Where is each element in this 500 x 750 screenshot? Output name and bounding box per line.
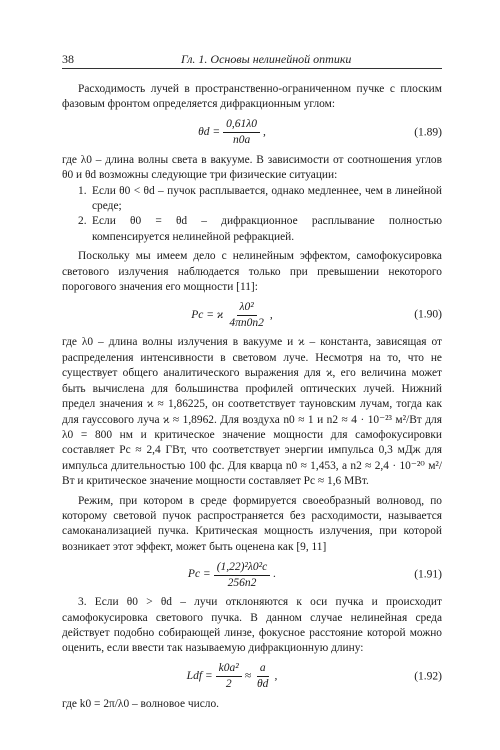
equation-fraction [254,662,271,691]
fraction-denominator: 4πn0n2 [229,316,264,329]
list-item [62,214,442,245]
equation-lhs: θd = [198,126,221,139]
equation-fraction [223,118,260,147]
equation-number: (1.91) [414,568,442,581]
equation-formula [62,657,402,697]
list-text: Если θ0 = θd – дифракционное расплывание полностью компенсируется нелинейной рефракцией. [92,215,442,243]
equation-lhs: Pc = ϰ [191,308,224,321]
equation-fraction [214,561,271,590]
list-marker: 2. [78,215,87,228]
fraction-denominator: θd [257,678,269,691]
fraction-numerator: k0a² [216,662,242,677]
paragraph-intro: Расходимость лучей в пространственно-ограниченном пучке с плоским фазовым фронтом определяется дифракционным углом: [62,83,442,111]
paragraph-case-3: 3. Если θ0 > θd – лучи отклоняются к оси пучка и происходит самофокусировка светового пучка. В данном случае нелинейная среда действует подобно собирающей линзе, фокусное расстояние которой можно оценить, если ввести так называемую дифракционную длину: [62,596,442,655]
equation-tail: , [274,670,278,683]
equation-1-91 [62,555,442,595]
paragraph-selfchanneling: Режим, при котором в среде формируется своеобразный волновод, по которому световой пучок распространяется без расходимости, называется самоканализацией пучка. Критическая мощность излучения, при которой возникает этот эффект, может быть оценена как [9, 11] [62,494,442,553]
equation-formula [62,295,402,335]
fraction-numerator: λ0² [237,301,257,316]
paragraph-threshold: Поскольку мы имеем дело с нелинейным эффектом, самофокусировка светового излучения наблюдается только при превышении некоторого порогового значения его мощности [11]: [62,250,442,294]
list-text: Если θ0 < θd – пучок расплывается, однако медленнее, чем в линейной среде; [92,184,442,213]
situation-list [62,184,442,246]
equation-1-92 [62,657,442,697]
paragraph-lambda: где λ0 – длина волны света в вакууме. В зависимости от соотношения углов θ0 и θd возможны следующие три физические ситуации: [62,153,442,182]
fraction-denominator: 256n2 [227,576,257,589]
equation-fraction [216,662,242,691]
equation-tail: . [273,568,277,581]
paragraph-wavenumber: где k0 = 2π/λ0 – волновое число. [62,697,219,710]
paragraph-constant: где λ0 – длина волны излучения в вакууме и ϰ – константа, зависящая от распределения интенсивности в световом луче. Несмотря на то, что не существует общего аналитического выражения для ϰ, его величина может быть вычислена для большинства профилей оптических лучей. Нижний предел значения ϰ ≈ 1,86225, он соответствует тауновским лучам, тогда как для гауссового луча ϰ ≈ 1,8962. Для воздуха n0 ≈ 1 и n2 ≈ 4 · 10⁻²³ м²/Вт для λ0 = 800 нм и критическое значение мощности для самофокусировки составляет Pc ≈ 2,4 ГВт, что соответствует энергии импульса 0,3 мДж для импульса длительностью 100 фс. Для кварца n0 ≈ 1,453, а n2 ≈ 2,4 · 10⁻²⁰ м²/Вт и критическое значение мощности составляет Pc ≈ 1,6 МВт. [62,336,442,488]
list-marker: 1. [78,184,87,197]
fraction-numerator: 0,61λ0 [223,118,260,133]
equation-formula [62,555,402,595]
equation-tail: , [263,126,266,139]
equation-lhs: Pc = [187,568,211,581]
equation-tail: , [269,308,273,321]
equation-number: (1.90) [414,308,442,321]
equation-1-89 [62,113,442,153]
page-body [62,82,442,712]
fraction-denominator: n0a [232,134,251,147]
equation-fraction [226,301,267,330]
equation-number: (1.89) [414,126,442,139]
equation-number: (1.92) [414,670,442,683]
fraction-denominator: 2 [225,678,232,691]
fraction-numerator: a [257,662,269,677]
header-rule [62,68,442,69]
equation-lhs: Ldf = [186,670,213,683]
running-title: Гл. 1. Основы нелинейной оптики [181,52,352,66]
page-number: 38 [62,52,74,66]
equation-formula [62,113,402,153]
fraction-numerator: (1,22)²λ0²c [214,561,271,576]
list-item [62,184,442,215]
equation-approx-sign: ≈ [244,670,252,683]
equation-1-90 [62,295,442,335]
